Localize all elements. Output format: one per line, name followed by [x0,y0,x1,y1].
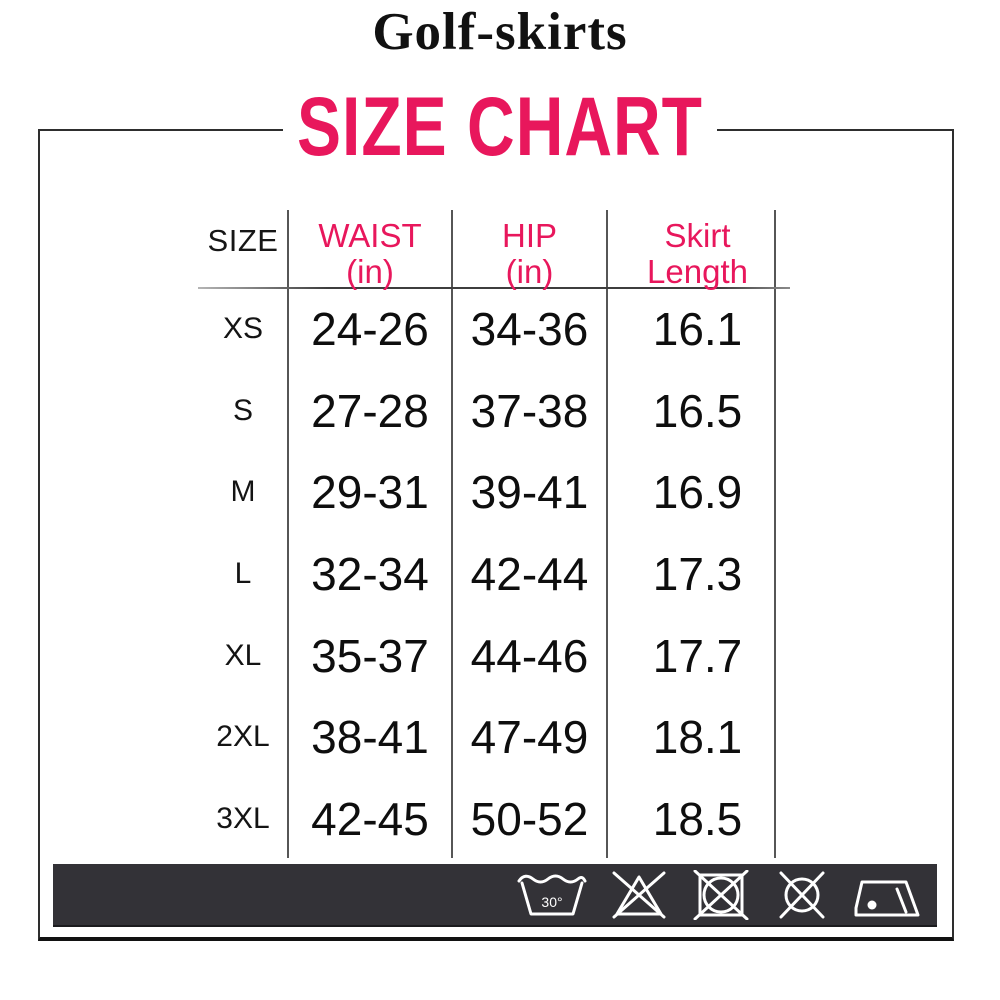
waist-value: 24-26 [311,302,429,355]
column-header-label: Skirt [664,217,731,254]
hip-value: 34-36 [470,302,589,355]
size-label: S [232,393,253,427]
hip-value: 50-52 [470,792,589,845]
column-header-sublabel: Length [647,252,748,290]
machine-wash-30-icon [516,870,588,920]
column-header-sublabel: (in) [505,252,554,290]
iron-icon [852,870,922,920]
size-label: L [234,556,252,590]
do-not-tumble-dry-icon [690,870,752,920]
skirt-length-value: 16.5 [652,384,743,437]
waist-value: 42-45 [311,792,429,845]
waist-value: 35-37 [311,629,429,682]
do-not-bleach-icon [608,870,670,920]
size-table-grid [198,210,788,860]
waist-value: 32-34 [311,547,429,600]
size-chart-title [283,76,717,176]
size-table [198,210,788,860]
size-label: 2XL [216,720,270,754]
skirt-length-value: 18.5 [652,792,743,845]
skirt-length-value: 17.7 [652,629,743,682]
size-label: XL [224,638,262,672]
hip-value: 39-41 [470,466,589,519]
waist-value: 38-41 [311,711,429,764]
column-header-waist [288,210,452,288]
waist-value: 29-31 [311,466,429,519]
skirt-length-value: 18.1 [652,711,743,764]
size-label: 3XL [216,801,270,835]
column-header-label: SIZE [207,223,279,258]
column-header-sublabel: (in) [346,252,394,290]
hip-value: 44-46 [470,629,589,682]
wash-temperature-label: 30° [541,893,563,910]
column-header-size [198,210,288,288]
hip-value: 47-49 [470,711,589,764]
do-not-dry-clean-icon [772,870,832,920]
size-chart-title-text: SIZE CHART [297,79,703,173]
care-instructions-bar [53,864,937,927]
skirt-length-value: 16.1 [652,302,743,355]
skirt-length-value: 16.9 [652,466,743,519]
column-header-label: WAIST [318,217,422,254]
hip-value: 42-44 [470,547,589,600]
skirt-length-value: 17.3 [652,547,743,600]
size-label: XS [222,311,264,345]
column-header-skirt-length [607,210,788,288]
brand-title: Golf-skirts [372,3,628,61]
column-header-hip [452,210,607,288]
waist-value: 27-28 [311,384,429,437]
hip-value: 37-38 [470,384,589,437]
column-header-label: HIP [501,217,557,254]
size-label: M [230,475,256,509]
